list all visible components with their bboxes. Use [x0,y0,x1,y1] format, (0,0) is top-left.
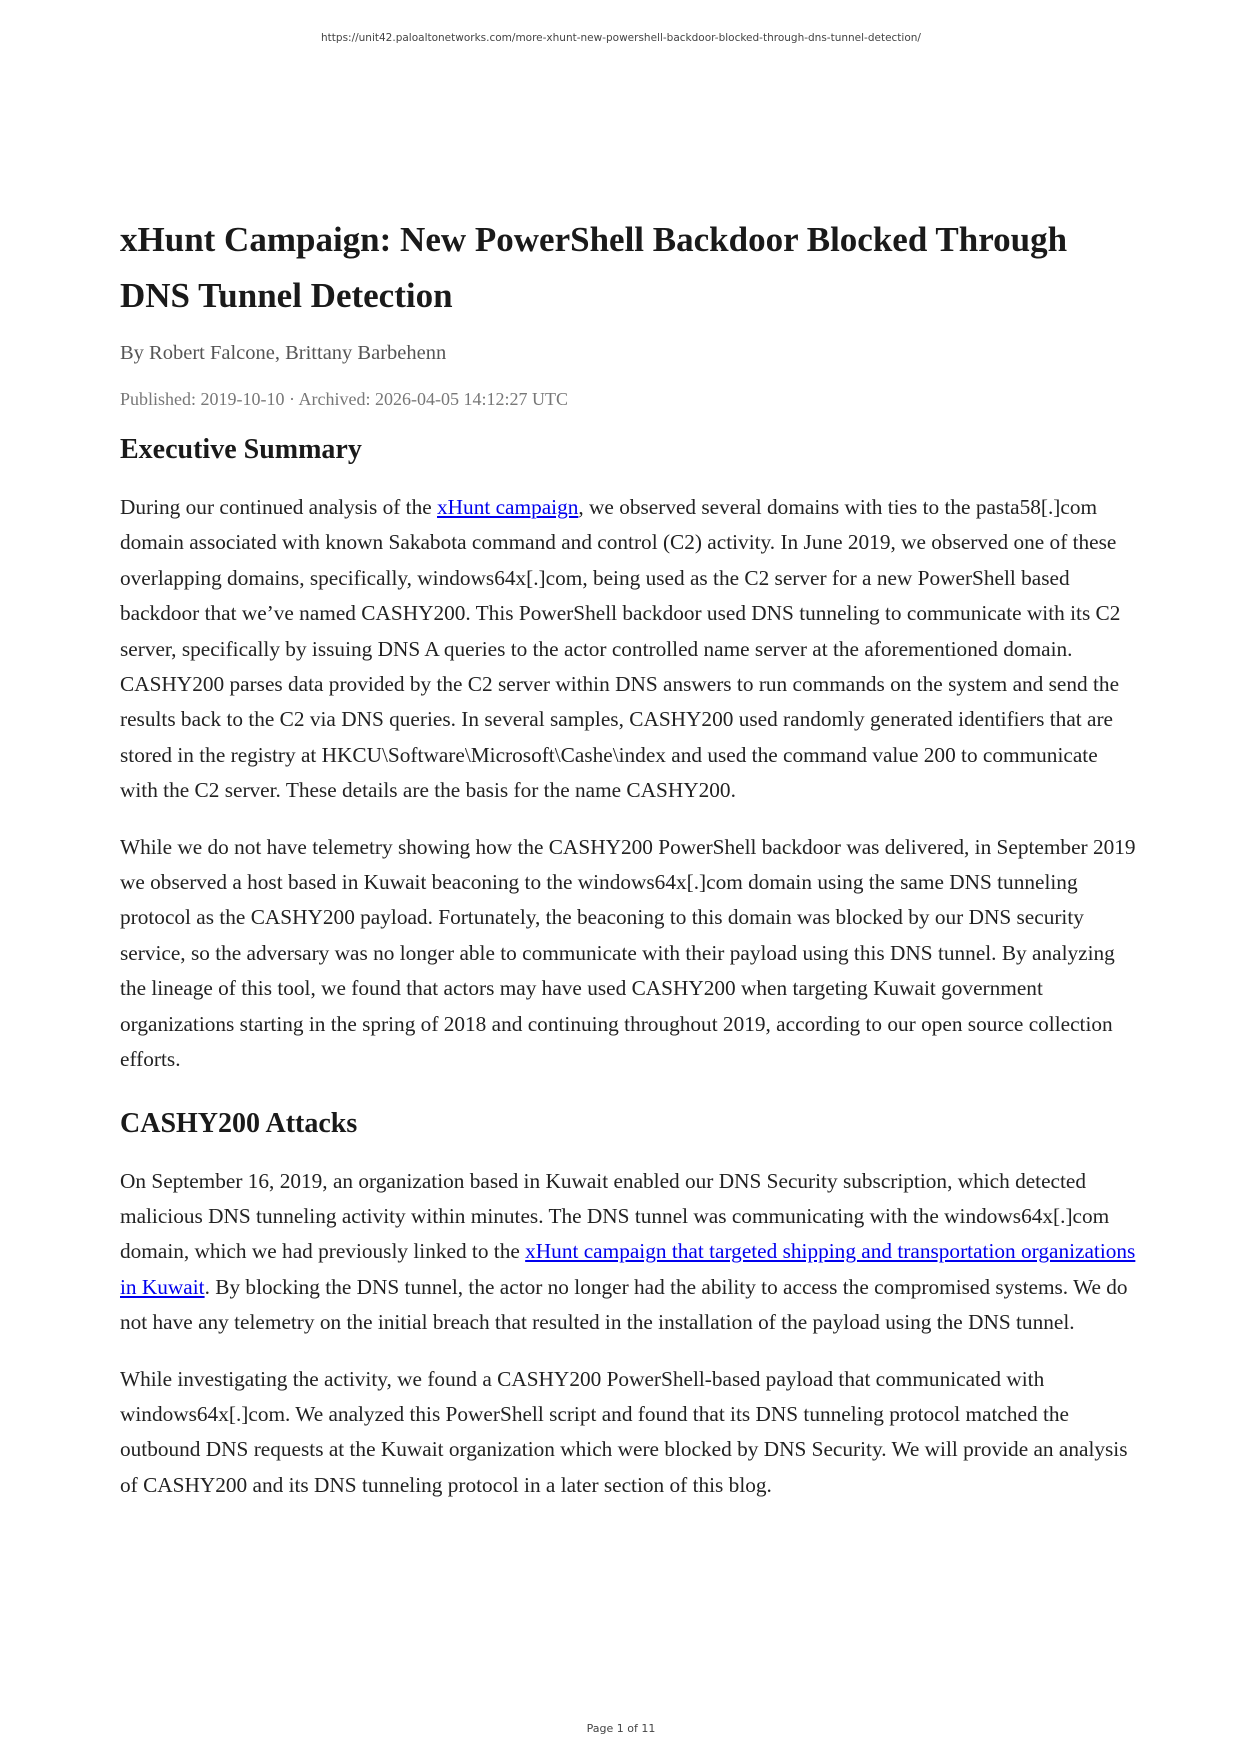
paragraph: While we do not have telemetry showing how the CASHY200 PowerShell backdoor was delivered, in September 2019 we observed a host based in Kuwait beaconing to the windows64x[.]com domain using the same DNS tunneling protocol as the CASHY200 payload. Fortunately, the beaconing to this domain was blocked by our DNS security service, so the adversary was no longer able to communicate with their payload using this DNS tunnel. By analyzing the lineage of this tool, we found that actors may have used CASHY200 when targeting Kuwait government organizations starting in the spring of 2018 and continuing throughout 2019, according to our open source collection efforts. [120,834,1136,1072]
text: . By blocking the DNS tunnel, the actor no longer had the ability to access the compromised systems. We do not have any telemetry on the initial breach that resulted in the installation of the payload using the DNS tunnel. [120,1274,1128,1335]
article [120,212,1140,1524]
text: During our continued analysis of the [120,495,438,519]
paragraph: While investigating the activity, we found a CASHY200 PowerShell-based payload that communicated with windows64x[.]com. We analyzed this PowerShell script and found that its DNS tunneling protocol matched the outbound DNS requests at the Kuwait organization which were blocked by DNS Security. We will provide an analysis of CASHY200 and its DNS tunneling protocol in a later section of this blog. [120,1366,1128,1497]
page-url: https://unit42.paloaltonetworks.com/more-xhunt-new-powershell-backdoor-blocked-through-dns-tunnel-detection/ [321,32,921,44]
section-heading-cashy200-attacks: CASHY200 Attacks [120,1107,358,1139]
xhunt-campaign-link[interactable]: xHunt campaign [437,495,579,519]
section-heading-executive-summary: Executive Summary [120,434,362,465]
article-title: xHunt Campaign: New PowerShell Backdoor Blocked Through DNS Tunnel Detection [120,220,1068,315]
byline: By Robert Falcone, Brittany Barbehenn [120,342,447,364]
page-number: Page 1 of 11 [586,1722,656,1735]
paragraph [120,490,1140,809]
paragraph [120,1164,1140,1341]
text: On September 16, 2019, an organization based in Kuwait enabled our DNS Security subscription, which detected malicious DNS tunneling activity within minutes. The DNS tunnel was communicating with the windows64x[.]com domain, which we had previously linked to the [120,1168,1110,1264]
text: , we observed several domains with ties to the pasta58[.]com domain associated with known Sakabota command and control (C2) activity. In June 2019, we observed one of these overlapping domains, specifically, windows64x[.]com, being used as the C2 server for a new PowerShell based backdoor that we’ve named CASHY200. This PowerShell backdoor used DNS tunneling to communicate with its C2 server, specifically by issuing DNS A queries to the actor controlled name server at the aforementioned domain. CASHY200 parses data provided by the C2 server within DNS answers to run commands on the system and send the results back to the C2 via DNS queries. In several samples, CASHY200 used randomly generated identifiers that are stored in the registry at HKCU\Software\Microsoft\Cashe\index and used the command value 200 to communicate with the C2 server. These details are the basis for the name CASHY200. [120,495,1121,803]
publish-meta: Published: 2019-10-10 · Archived: 2026-04-05 14:12:27 UTC [120,389,568,409]
xhunt-shipping-link[interactable]: xHunt campaign that targeted shipping and transportation organizations in Kuwait [120,1239,1136,1299]
